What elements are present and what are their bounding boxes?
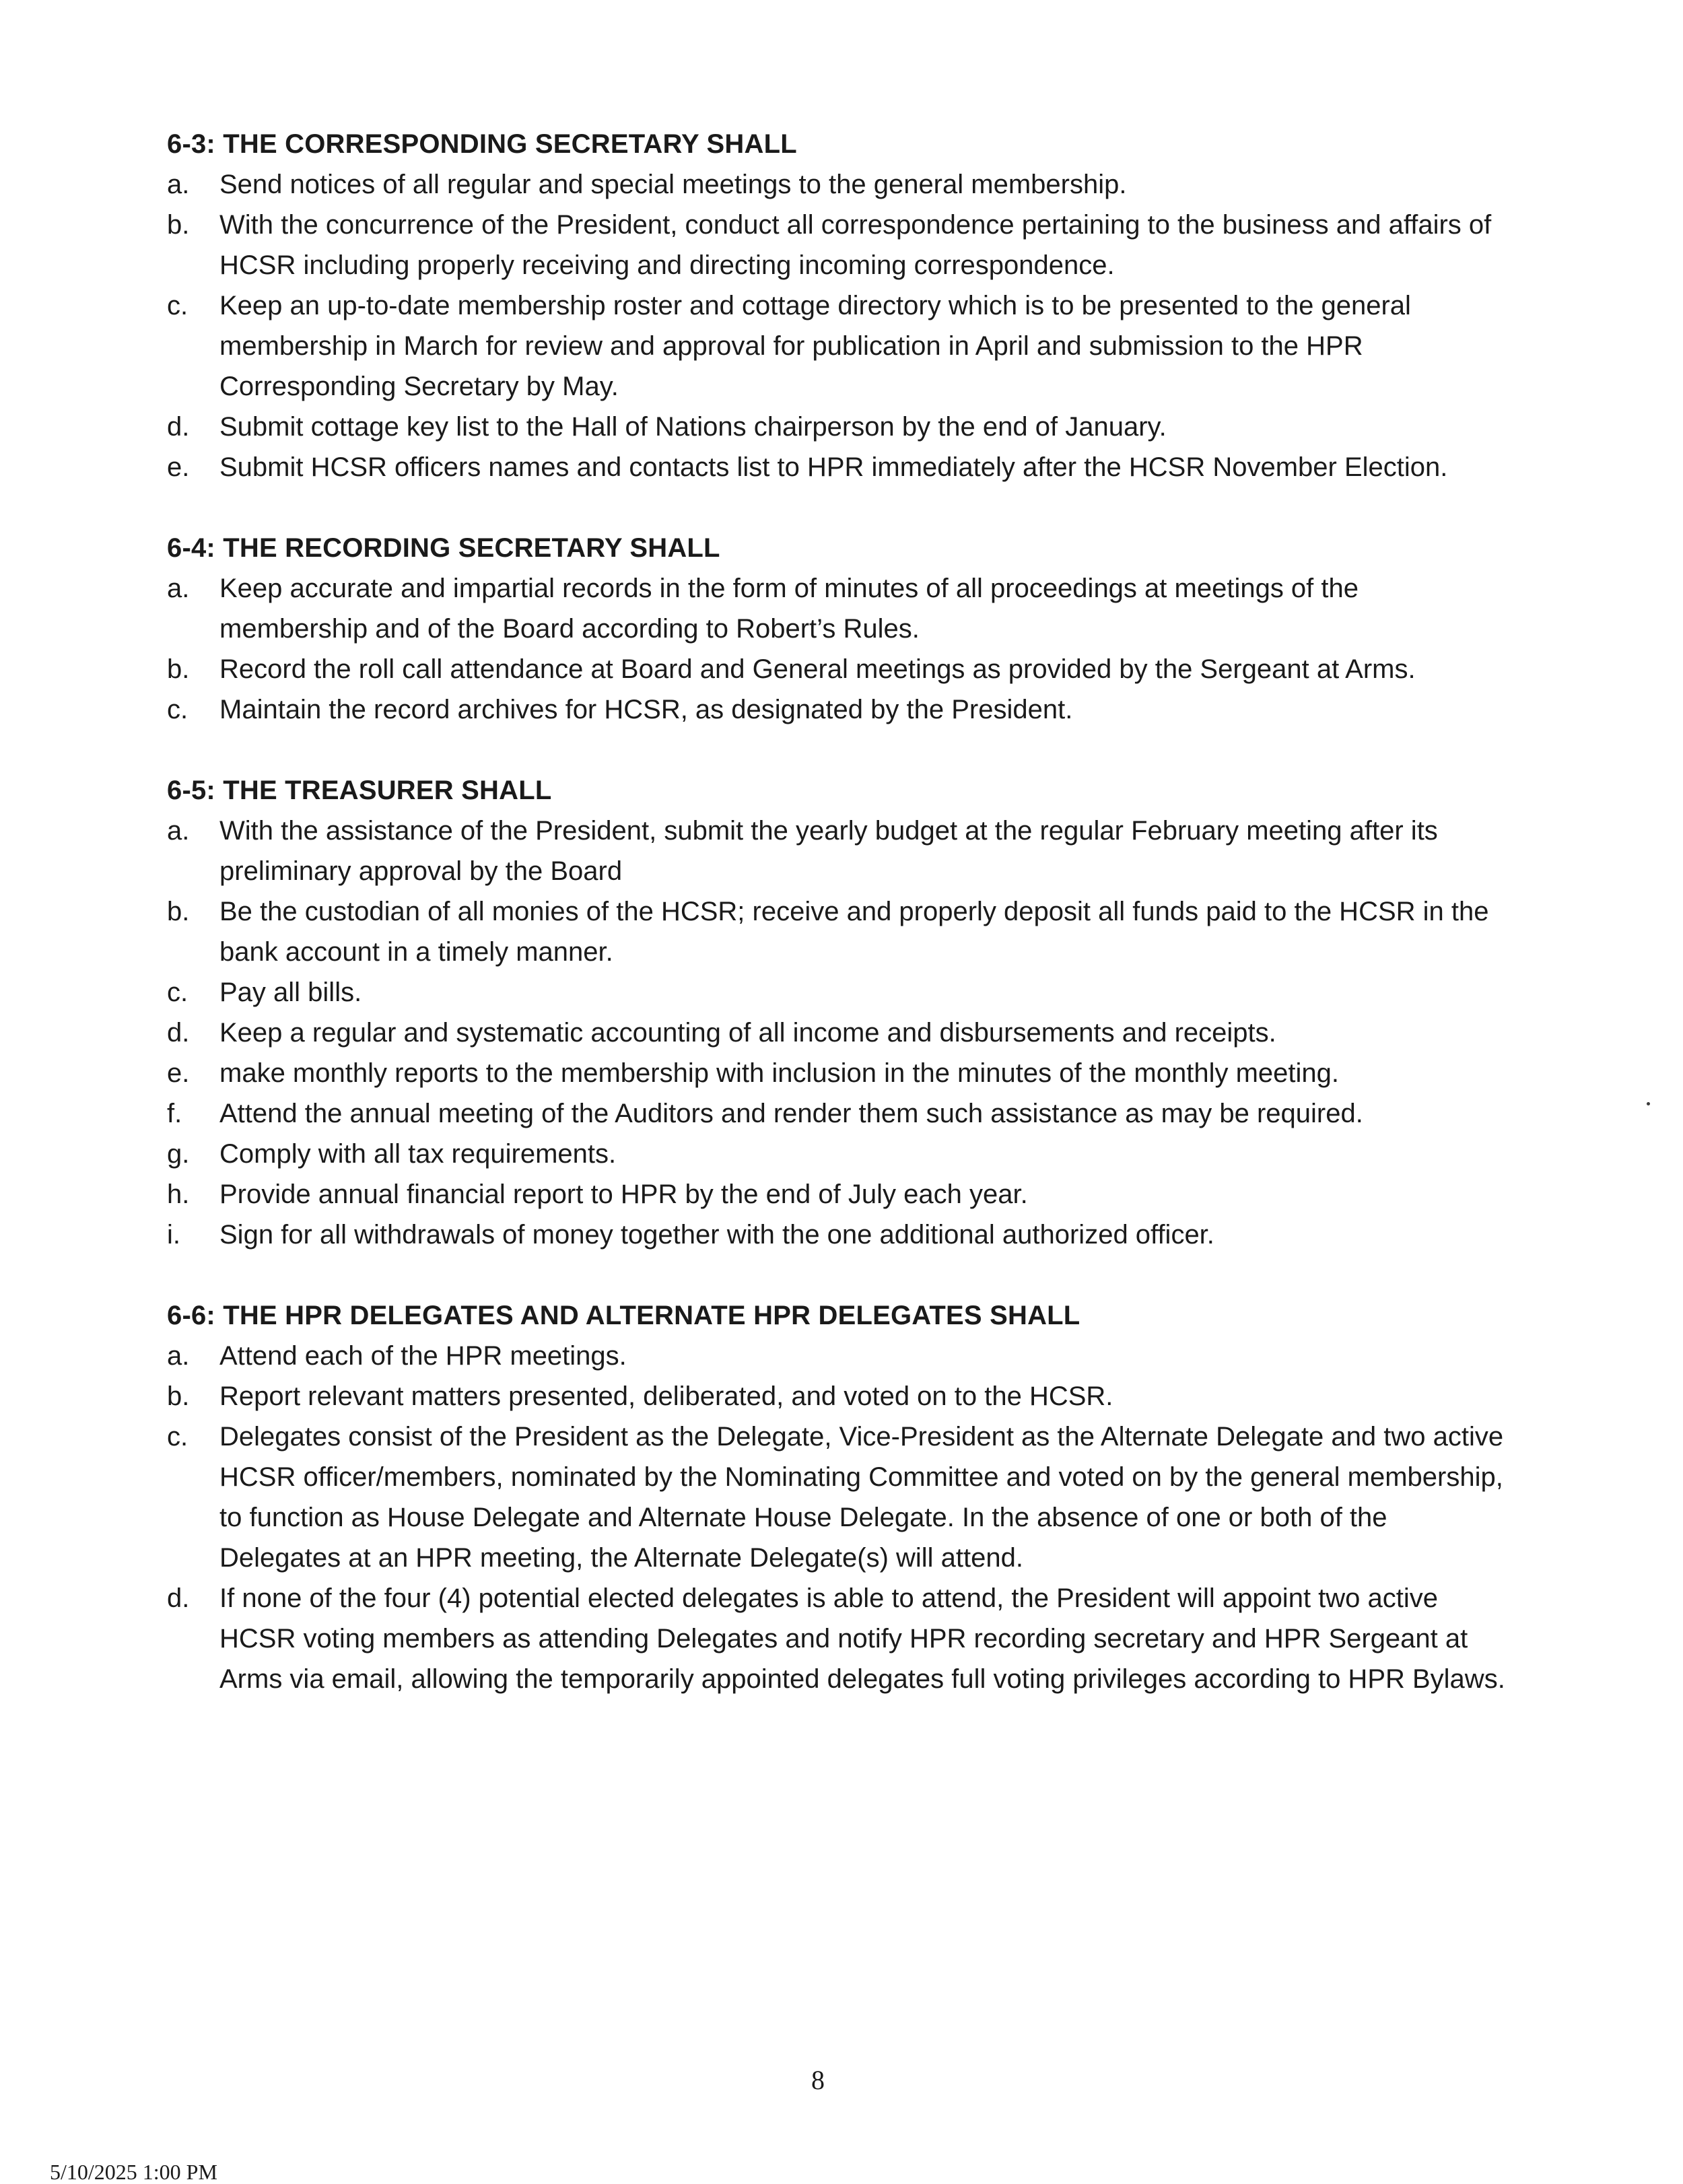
item-letter: b.: [167, 897, 190, 926]
section-heading: 6-5: THE TREASURER SHALL: [167, 776, 552, 805]
item-list: [167, 1336, 1513, 1699]
section-6-5: [167, 770, 1513, 1255]
item-letter: a.: [167, 170, 190, 199]
list-item: [167, 285, 1513, 407]
item-letter: e.: [167, 1058, 190, 1088]
item-text: make monthly reports to the membership with inclusion in the minutes of the monthly meeting.: [219, 1058, 1340, 1088]
item-text: Report relevant matters presented, deliberated, and voted on to the HCSR.: [219, 1381, 1113, 1411]
list-item: [167, 407, 1513, 447]
print-timestamp: 5/10/2025 1:00 PM: [50, 2160, 217, 2184]
section-heading: 6-4: THE RECORDING SECRETARY SHALL: [167, 533, 720, 563]
section-heading: 6-3: THE CORRESPONDING SECRETARY SHALL: [167, 129, 797, 159]
item-list: [167, 568, 1513, 730]
item-letter: d.: [167, 1018, 190, 1048]
item-text: Record the roll call attendance at Board and General meetings as provided by the Sergeant at Arms.: [219, 654, 1416, 684]
list-item: [167, 1134, 1513, 1174]
list-item: [167, 689, 1513, 730]
item-text: Send notices of all regular and special meetings to the general membership.: [219, 170, 1127, 199]
item-letter: a.: [167, 1341, 190, 1371]
item-letter: f.: [167, 1099, 182, 1128]
item-text: Submit cottage key list to the Hall of Nations chairperson by the end of January.: [219, 412, 1167, 442]
item-letter: c.: [167, 291, 188, 320]
list-item: [167, 1215, 1513, 1255]
item-text: Keep accurate and impartial records in the form of minutes of all proceedings at meetings of the membership and of the Board according to Robert’s Rules.: [219, 574, 1359, 644]
item-letter: e.: [167, 452, 190, 482]
section-heading: 6-6: THE HPR DELEGATES AND ALTERNATE HPR DELEGATES SHALL: [167, 1301, 1080, 1330]
item-text: Submit HCSR officers names and contacts list to HPR immediately after the HCSR November Election.: [219, 452, 1448, 482]
item-letter: c.: [167, 695, 188, 724]
list-item: [167, 1013, 1513, 1053]
item-text: With the concurrence of the President, conduct all correspondence pertaining to the business and affairs of HCSR including properly receiving and directing incoming correspondence.: [219, 210, 1492, 280]
item-letter: b.: [167, 654, 190, 684]
list-item: [167, 649, 1513, 689]
list-item: [167, 568, 1513, 649]
item-letter: b.: [167, 1381, 190, 1411]
list-item: [167, 1093, 1513, 1134]
item-letter: a.: [167, 816, 190, 846]
section-6-4: [167, 528, 1513, 730]
section-6-6: [167, 1295, 1513, 1699]
item-text: Pay all bills.: [219, 978, 362, 1007]
item-text: If none of the four (4) potential elected delegates is able to attend, the President will appoint two active HCSR voting members as attending Delegates and notify HPR recording secretary and HPR Sergeant at Arms via email, allowing the temporarily appointed delegates full voting privileges according to HPR Bylaws.: [219, 1583, 1505, 1694]
item-text: Keep a regular and systematic accounting of all income and disbursements and receipts.: [219, 1018, 1276, 1048]
list-item: [167, 1376, 1513, 1417]
item-text: Attend the annual meeting of the Auditors and render them such assistance as may be required.: [219, 1099, 1363, 1128]
item-text: Provide annual financial report to HPR by the end of July each year.: [219, 1180, 1028, 1209]
list-item: [167, 1578, 1513, 1699]
item-letter: d.: [167, 412, 190, 442]
bylaws-content: [167, 124, 1513, 1699]
item-text: Keep an up-to-date membership roster and cottage directory which is to be presented to the general membership in March for review and approval for publication in April and submission to the HPR Corresponding Secretary by May.: [219, 291, 1411, 401]
item-letter: d.: [167, 1583, 190, 1613]
list-item: [167, 1336, 1513, 1376]
item-text: Sign for all withdrawals of money together with the one additional authorized officer.: [219, 1220, 1214, 1250]
list-item: [167, 891, 1513, 972]
item-letter: a.: [167, 574, 190, 603]
item-list: [167, 811, 1513, 1255]
list-item: [167, 447, 1513, 487]
item-letter: g.: [167, 1139, 190, 1169]
item-letter: i.: [167, 1220, 180, 1250]
item-text: Delegates consist of the President as the Delegate, Vice-President as the Alternate Delegate and two active HCSR officer/members, nominated by the Nominating Committee and voted on by the general membership, to function as House Delegate and Alternate House Delegate. In the absence of one or both of the Delegates at an HPR meeting, the Alternate Delegate(s) will attend.: [219, 1422, 1504, 1573]
list-item: [167, 972, 1513, 1013]
scan-speck: [1647, 1102, 1650, 1105]
item-list: [167, 164, 1513, 487]
section-6-3: [167, 124, 1513, 487]
item-letter: c.: [167, 978, 188, 1007]
list-item: [167, 164, 1513, 205]
item-letter: c.: [167, 1422, 188, 1452]
item-text: Maintain the record archives for HCSR, as designated by the President.: [219, 695, 1073, 724]
item-letter: b.: [167, 210, 190, 240]
list-item: [167, 1174, 1513, 1215]
item-letter: h.: [167, 1180, 190, 1209]
list-item: [167, 205, 1513, 285]
list-item: [167, 1053, 1513, 1093]
page-number: 8: [811, 2065, 825, 2095]
item-text: With the assistance of the President, submit the yearly budget at the regular February meeting after its preliminary approval by the Board: [219, 816, 1438, 886]
item-text: Comply with all tax requirements.: [219, 1139, 617, 1169]
list-item: [167, 1417, 1513, 1578]
list-item: [167, 811, 1513, 891]
item-text: Be the custodian of all monies of the HCSR; receive and properly deposit all funds paid to the HCSR in the bank account in a timely manner.: [219, 897, 1489, 967]
item-text: Attend each of the HPR meetings.: [219, 1341, 627, 1371]
